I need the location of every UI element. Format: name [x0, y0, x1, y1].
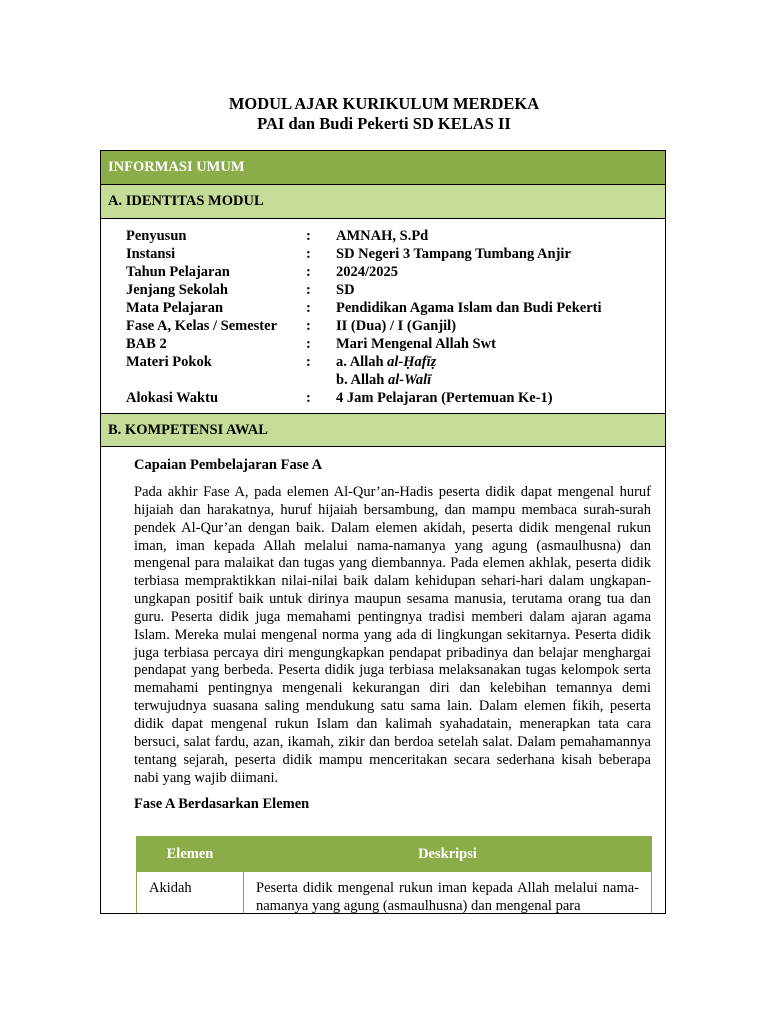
- title-line-2: PAI dan Budi Pekerti SD KELAS II: [257, 114, 511, 133]
- materi-prefix: b. Allah: [336, 372, 388, 388]
- identitas-colon: :: [306, 390, 311, 406]
- table-header-row: [137, 837, 652, 872]
- identitas-value: SD Negeri 3 Tampang Tumbang Anjir: [336, 246, 571, 262]
- materi-prefix: a. Allah: [336, 354, 388, 370]
- identitas-label: Materi Pokok: [126, 354, 212, 370]
- identitas-colon: :: [306, 354, 311, 370]
- identitas-label: Alokasi Waktu: [126, 390, 219, 406]
- elemen-table: [136, 836, 652, 914]
- identitas-colon: :: [306, 246, 311, 262]
- identitas-value: SD: [336, 282, 355, 298]
- identitas-label: BAB 2: [126, 336, 167, 352]
- header-elemen: Elemen: [137, 837, 244, 872]
- materi-item-a: [336, 353, 646, 371]
- identitas-value: II (Dua) / I (Ganjil): [336, 318, 457, 334]
- asma-name: al-Ḥafīẓ: [387, 354, 437, 370]
- capaian-paragraph: Pada akhir Fase A, pada elemen Al-Qur’an-Hadis peserta didik dapat mengenal huruf hijaiah dan harakatnya, huruf hijaiah bersambung, dan mampu membaca surah-surah pendek Al-Qur’an dengan baik. Dalam elemen akidah, peserta didik mengenal rukun iman, iman kepada Allah melalui nama-namanya yang agung (asmaulhusna) dan mengenal para malaikat dan tugas yang diembannya. Pada elemen akhlak, peserta didik terbiasa mempraktikkan nilai-nilai baik dalam kehidupan sehari-hari dalam ungkapan-ungkapan positif baik untuk dirinya maupun sesama manusia, terutama orang tua dan guru. Peserta didik juga memahami pentingnya tradisi memberi dalam ajaran agama Islam. Mereka mulai mengenal norma yang ada di lingkungan sekitarnya. Peserta didik juga terbiasa percaya diri mengungkapkan pendapat pribadinya dan belajar menghargai pendapat yang berbeda. Peserta didik juga terbiasa melaksanakan tugas kelompok serta memahami pentingnya mengenali kekurangan diri dan kelebihan temannya demi terwujudnya suasana saling mendukung satu sama lain. Dalam elemen fikih, peserta didik dapat mengenal rukun Islam dan kalimah syahadatain, menerapkan tata cara bersuci, salat fardu, azan, ikamah, zikir dan berdoa setelah salat. Dalam pemahamannya tentang sejarah, peserta didik mampu menceritakan secara sederhana kisah beberapa nabi yang wajib diimani.: [134, 484, 651, 786]
- identitas-value: 4 Jam Pelajaran (Pertemuan Ke-1): [336, 390, 553, 406]
- identitas-list: [126, 227, 646, 407]
- identitas-row-jenjang: [126, 281, 646, 299]
- identitas-row-bab: [126, 335, 646, 353]
- title-line-1: MODUL AJAR KURIKULUM MERDEKA: [228, 94, 540, 113]
- identitas-label: Tahun Pelajaran: [126, 264, 230, 280]
- identitas-row-alokasi: [126, 389, 646, 407]
- capaian-heading: Capaian Pembelajaran Fase A: [134, 457, 323, 473]
- identitas-value: Mari Mengenal Allah Swt: [336, 336, 496, 352]
- identitas-row-mapel: [126, 299, 646, 317]
- materi-list: [336, 353, 646, 389]
- identitas-label: Fase A, Kelas / Semester: [126, 318, 278, 334]
- identitas-colon: :: [306, 228, 311, 244]
- informasi-umum-frame: [100, 150, 666, 914]
- header-deskripsi: Deskripsi: [244, 837, 652, 872]
- identitas-value: 2024/2025: [336, 264, 399, 280]
- cell-elemen: Akidah: [137, 872, 244, 915]
- identitas-row-instansi: [126, 245, 646, 263]
- kompetensi-content: [134, 455, 651, 814]
- identitas-row-tahun: [126, 263, 646, 281]
- identitas-label: Jenjang Sekolah: [126, 282, 228, 298]
- table-row: [137, 872, 652, 915]
- cell-deskripsi: Peserta didik mengenal rukun iman kepada Allah melalui nama-namanya yang agung (asmaulhusna) dan mengenal para: [244, 872, 652, 915]
- identitas-colon: :: [306, 336, 311, 352]
- fase-heading: Fase A Berdasarkan Elemen: [134, 796, 310, 813]
- identitas-colon: :: [306, 282, 311, 298]
- identitas-row-materi: [126, 353, 646, 389]
- section-informasi-umum: INFORMASI UMUM: [101, 151, 665, 185]
- section-kompetensi-awal: B. KOMPETENSI AWAL: [101, 413, 665, 447]
- identitas-label: Instansi: [126, 246, 176, 262]
- identitas-value: Pendidikan Agama Islam dan Budi Pekerti: [336, 300, 602, 316]
- materi-item-b: [336, 371, 646, 389]
- section-identitas-modul: A. IDENTITAS MODUL: [101, 185, 665, 219]
- asma-name: al-Walī: [387, 372, 432, 388]
- identitas-colon: :: [306, 318, 311, 334]
- identitas-value: AMNAH, S.Pd: [336, 228, 429, 244]
- identitas-label: Mata Pelajaran: [126, 300, 224, 316]
- identitas-row-penyusun: [126, 227, 646, 245]
- identitas-colon: :: [306, 264, 311, 280]
- identitas-row-fase: [126, 317, 646, 335]
- document-title: [0, 94, 768, 134]
- identitas-label: Penyusun: [126, 228, 187, 244]
- identitas-colon: :: [306, 300, 311, 316]
